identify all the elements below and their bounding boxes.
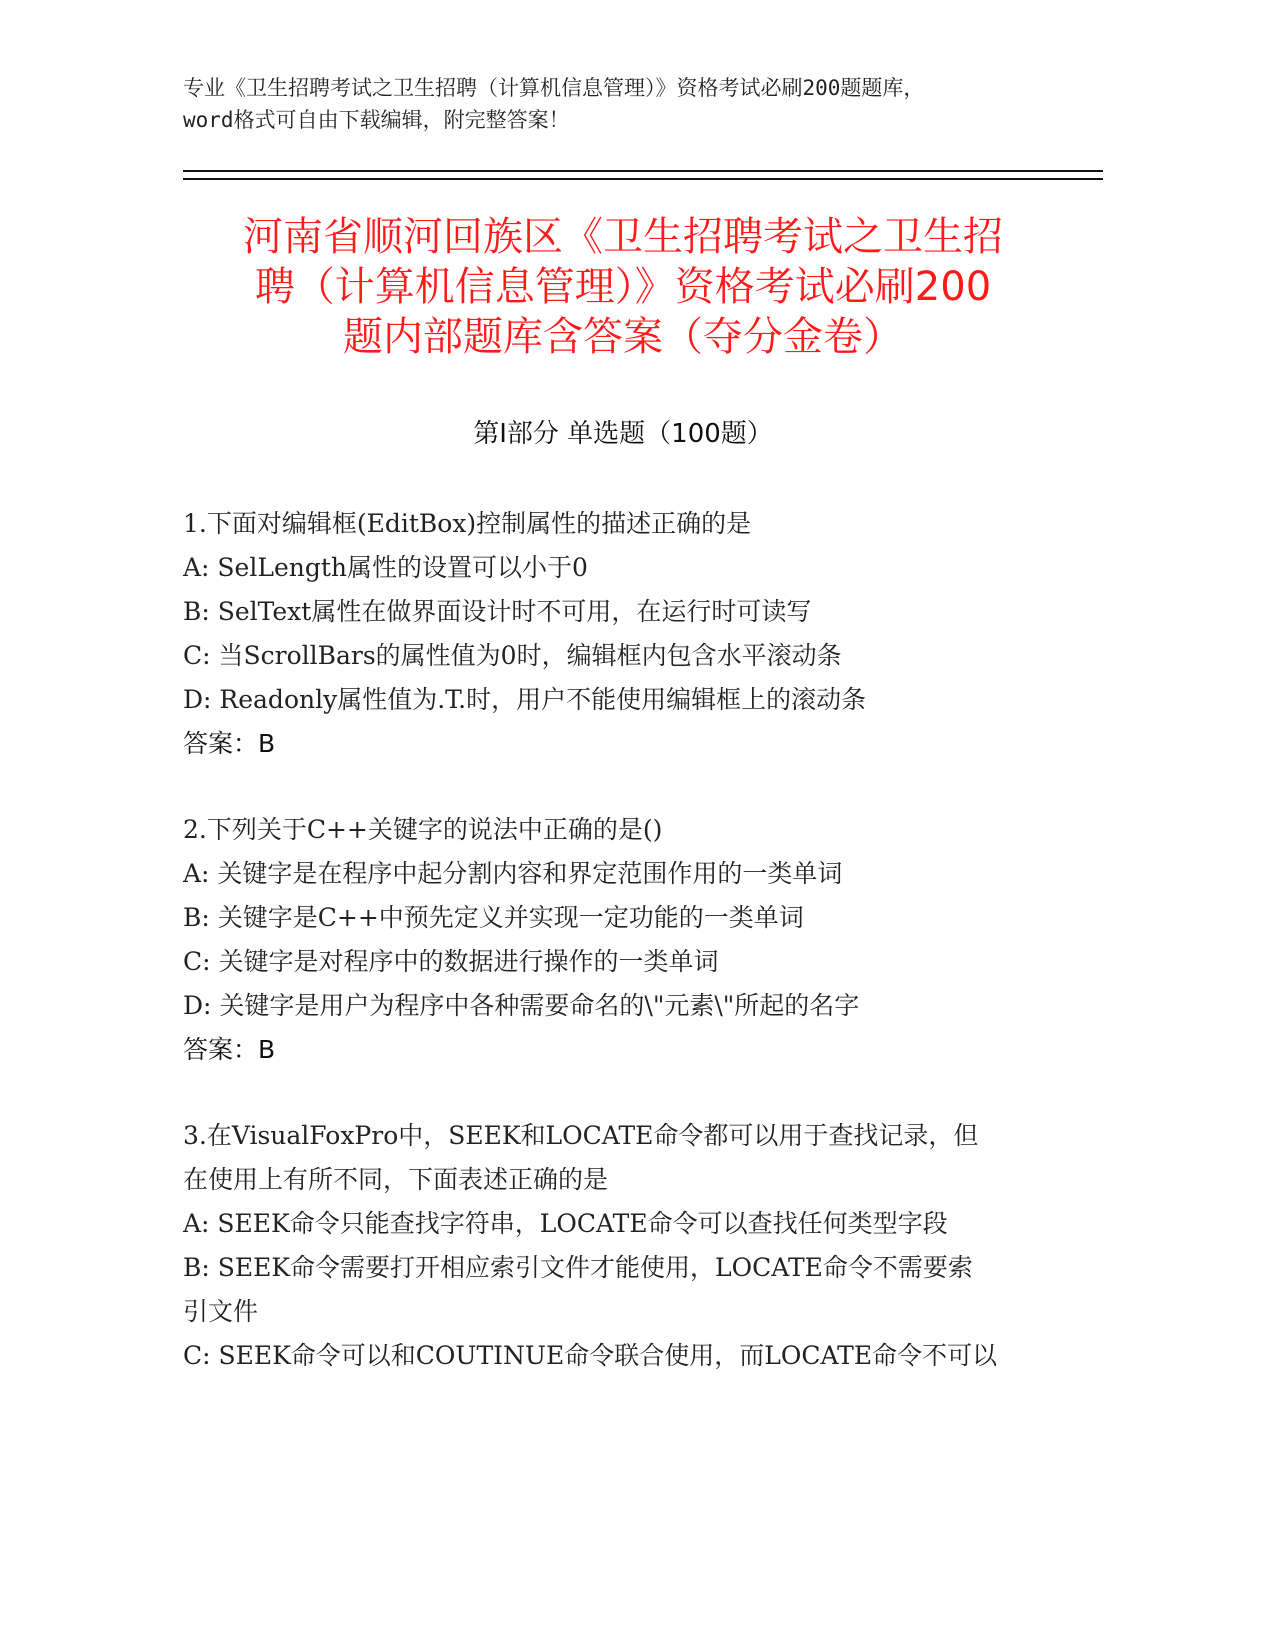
question-1 — [183, 502, 1063, 766]
answer: 答案：B — [183, 1035, 276, 1064]
question-text: 1.下面对编辑框(EditBox)控制属性的描述正确的是 — [183, 509, 752, 538]
question-text-continued: 在使用上有所不同，下面表述正确的是 — [183, 1165, 609, 1194]
option-b-continued: 引文件 — [183, 1297, 259, 1326]
question-text: 2.下列关于C++关键字的说法中正确的是() — [183, 815, 663, 844]
question-text: 3.在VisualFoxPro中，SEEK和LOCATE命令都可以用于查找记录，但 — [183, 1121, 979, 1150]
question-2 — [183, 808, 1063, 1072]
document-title — [183, 212, 1063, 362]
question-3 — [183, 1114, 1063, 1378]
title-line-2: 聘（计算机信息管理）》资格考试必刷200 — [254, 264, 992, 310]
title-line-3: 题内部题库含答案（夺分金卷） — [343, 314, 903, 360]
page-header — [183, 72, 1063, 136]
section-heading: 第Ⅰ部分 单选题（100题） — [473, 419, 773, 449]
header-line-1: 专业《卫生招聘考试之卫生招聘（计算机信息管理）》资格考试必刷200题题库， — [183, 76, 925, 100]
option-b: B: SEEK命令需要打开相应索引文件才能使用，LOCATE命令不需要索 — [183, 1253, 973, 1282]
option-c: C: 当ScrollBars的属性值为0时，编辑框内包含水平滚动条 — [183, 641, 842, 670]
option-d: D: 关键字是用户为程序中各种需要命名的\"元素\"所起的名字 — [183, 991, 860, 1020]
header-divider-bottom — [183, 178, 1103, 180]
option-a: A: 关键字是在程序中起分割内容和界定范围作用的一类单词 — [183, 859, 843, 888]
option-c: C: SEEK命令可以和COUTINUE命令联合使用，而LOCATE命令不可以 — [183, 1341, 998, 1370]
option-d: D: Readonly属性值为.T.时，用户不能使用编辑框上的滚动条 — [183, 685, 867, 714]
option-b: B: SelText属性在做界面设计时不可用，在运行时可读写 — [183, 597, 812, 626]
header-line-2: word格式可自由下载编辑，附完整答案！ — [183, 108, 570, 132]
option-a: A: SelLength属性的设置可以小于0 — [183, 553, 588, 582]
header-divider-top — [183, 170, 1103, 172]
title-line-1: 河南省顺河回族区《卫生招聘考试之卫生招 — [243, 214, 1003, 260]
answer: 答案：B — [183, 729, 276, 758]
option-b: B: 关键字是C++中预先定义并实现一定功能的一类单词 — [183, 903, 804, 932]
option-a: A: SEEK命令只能查找字符串，LOCATE命令可以查找任何类型字段 — [183, 1209, 948, 1238]
option-c: C: 关键字是对程序中的数据进行操作的一类单词 — [183, 947, 719, 976]
